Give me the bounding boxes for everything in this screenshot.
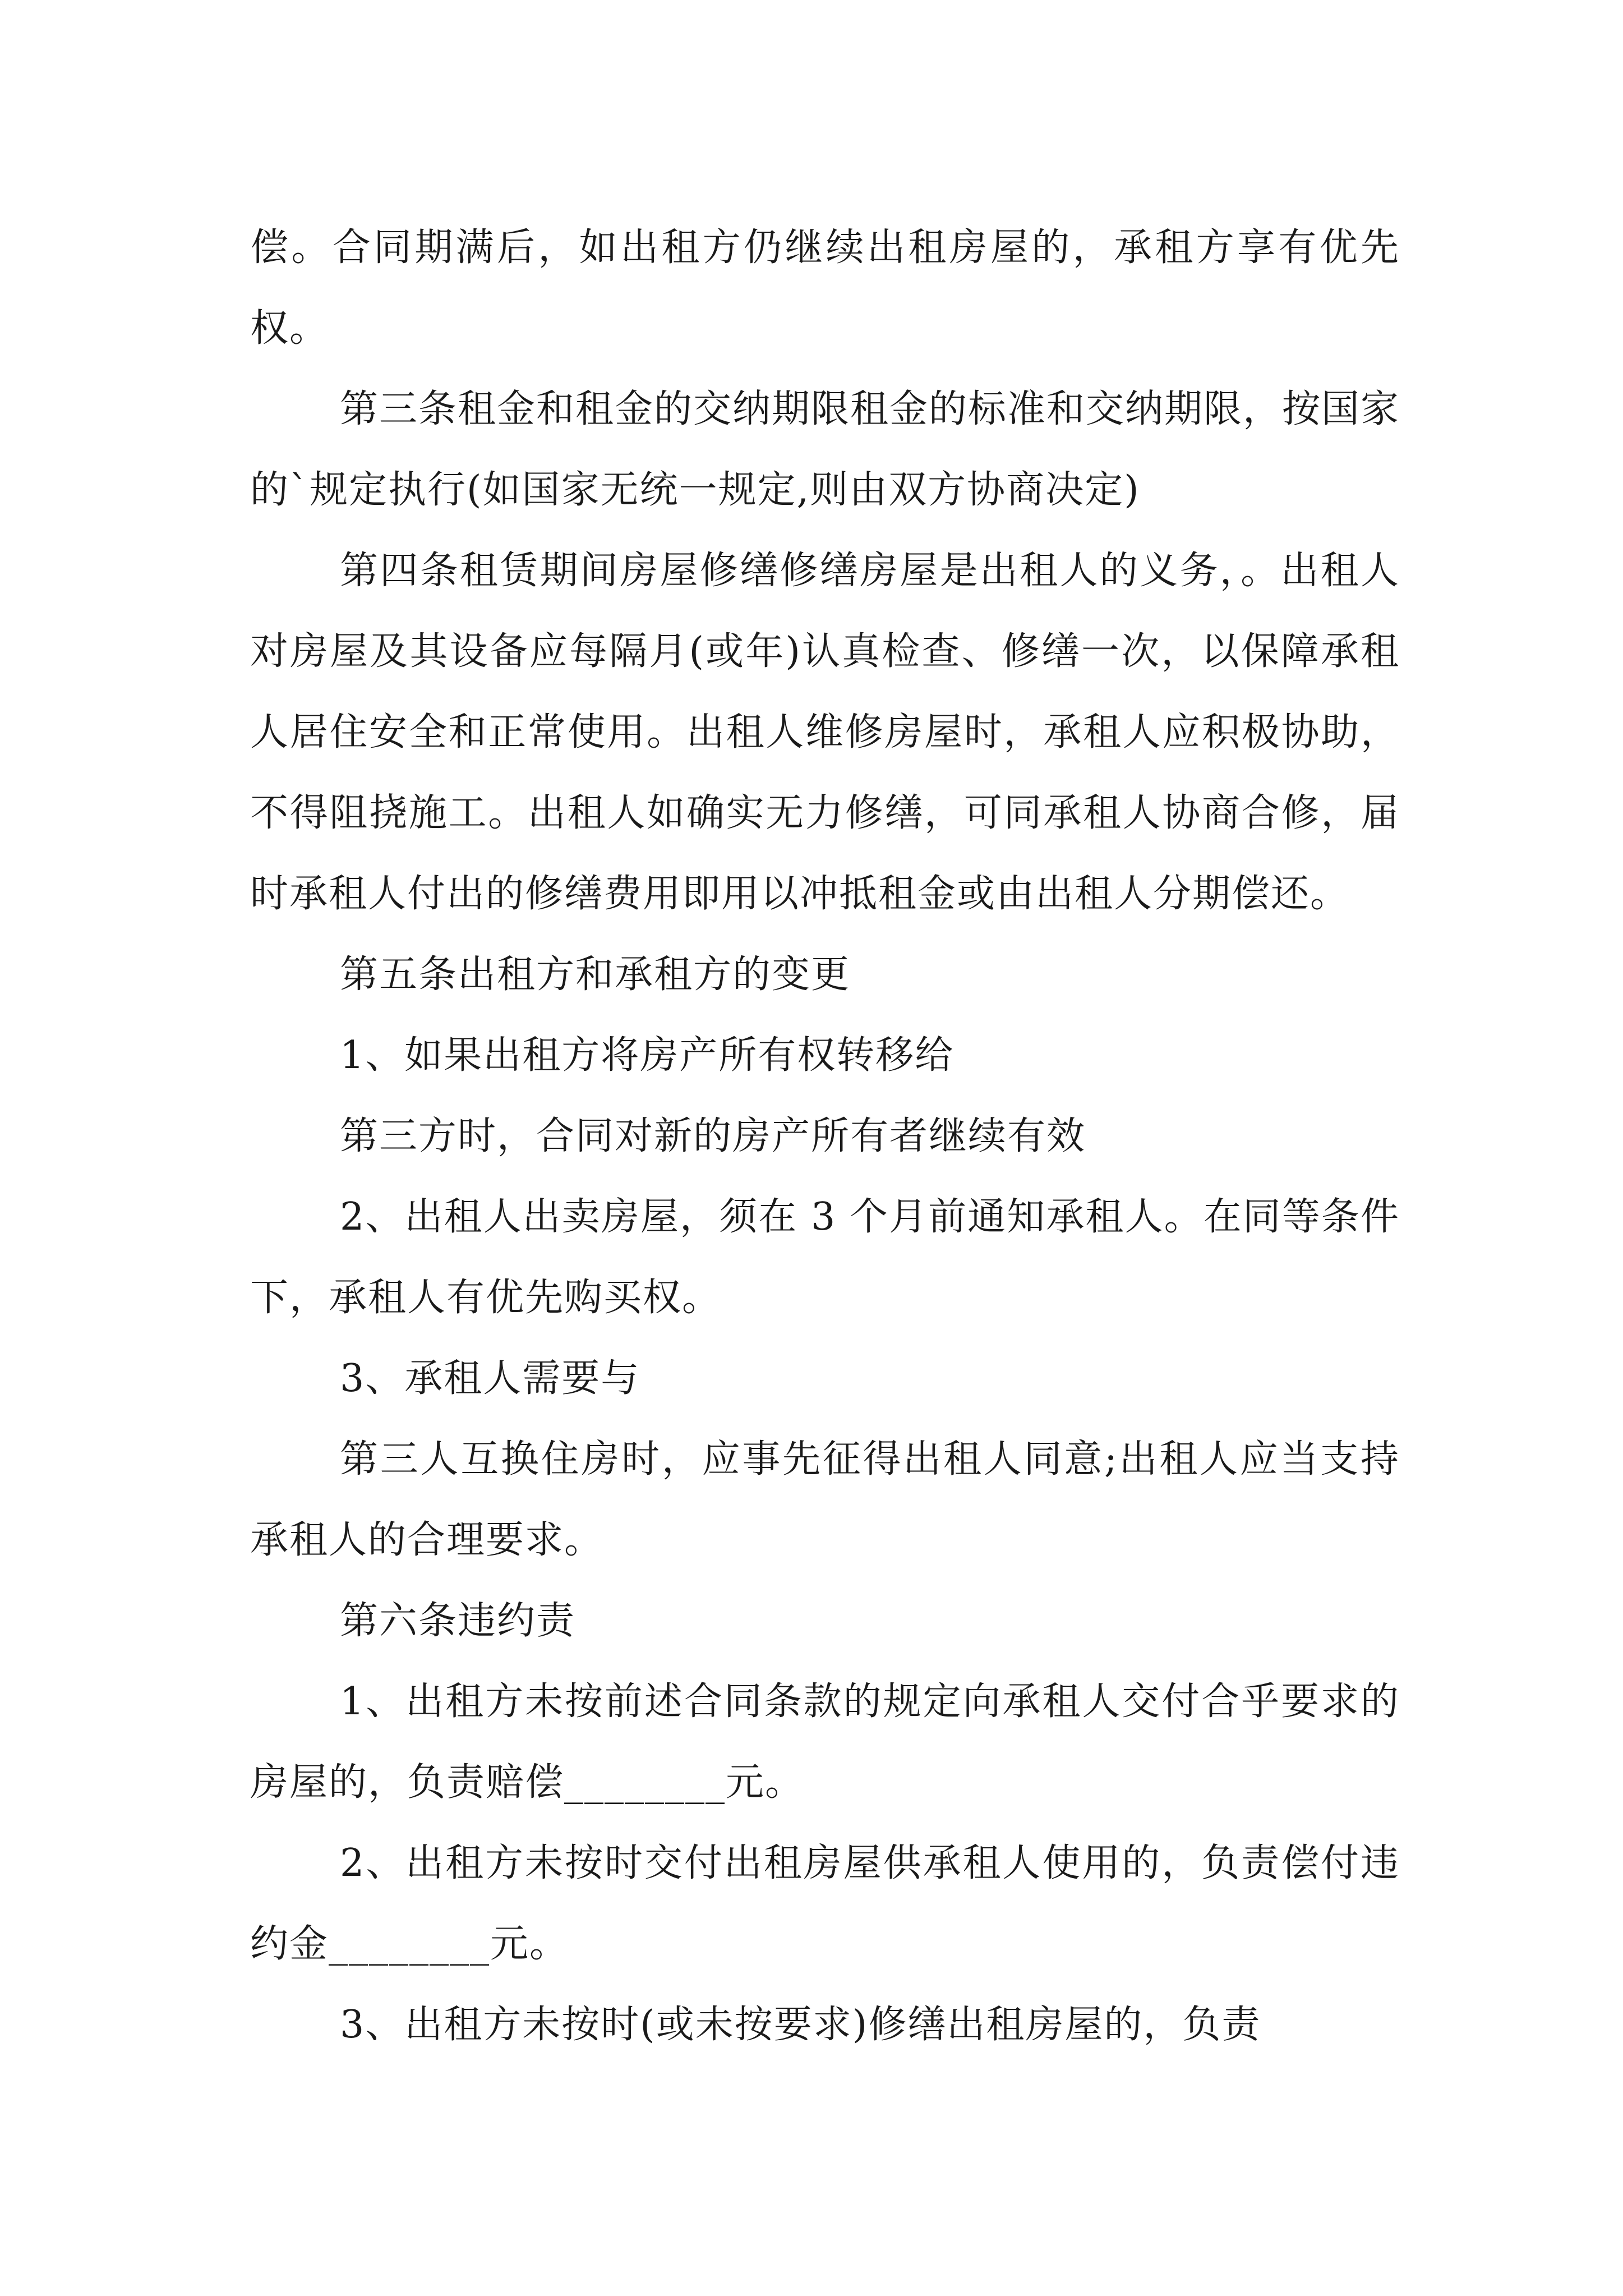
paragraph: 3、承租人需要与: [340, 1356, 640, 1401]
paragraph-article-3: 第三条租金和租金的交纳期限租金的标准和交纳期限，按国家的`规定执行(如国家无统一规定,则由双方协商决定): [250, 387, 1400, 512]
paragraph: 第三人互换住房时，应事先征得出租人同意;出租人应当支持承租人的合理要求。: [250, 1437, 1400, 1562]
paragraph-article-5-heading: 第五条出租方和承租方的变更: [340, 953, 851, 997]
paragraph: 1、如果出租方将房产所有权转移给: [340, 1033, 955, 1078]
document-body: [250, 208, 1400, 2065]
paragraph: 第三方时，合同对新的房产所有者继续有效: [340, 1114, 1086, 1158]
paragraph: 1、出租方未按前述合同条款的规定向承租人交付合乎要求的房屋的，负责赔偿________元。: [250, 1680, 1400, 1805]
paragraph: 2、出租方未按时交付出租房屋供承租人使用的，负责偿付违约金________元。: [250, 1841, 1400, 1966]
paragraph-article-4: 第四条租赁期间房屋修缮修缮房屋是出租人的义务，。出租人对房屋及其设备应每隔月(或年)认真检查、修缮一次，以保障承租人居住安全和正常使用。出租人维修房屋时，承租人应积极协助，不得阻挠施工。出租人如确实无力修缮，可同承租人协商合修，届时承租人付出的修缮费用即用以冲抵租金或由出租人分期偿还。: [250, 549, 1400, 916]
paragraph-article-6-heading: 第六条违约责: [340, 1599, 576, 1643]
paragraph: 偿。合同期满后，如出租方仍继续出租房屋的，承租方享有优先权。: [250, 226, 1400, 351]
paragraph: 3、出租方未按时(或未按要求)修缮出租房屋的，负责: [340, 2003, 1261, 2047]
paragraph: 2、出租人出卖房屋，须在 3 个月前通知承租人。在同等条件下，承租人有优先购买权。: [250, 1195, 1400, 1320]
